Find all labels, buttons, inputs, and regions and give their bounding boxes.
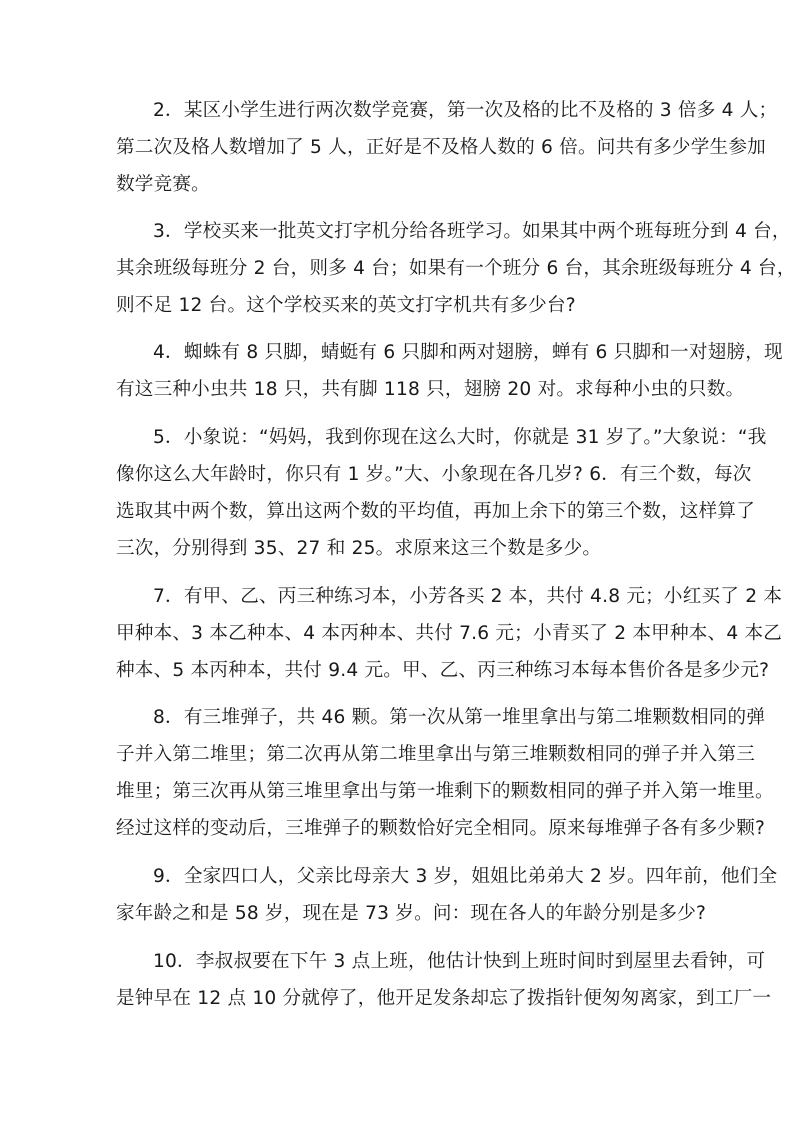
problem-line: 子并入第二堆里；第二次再从第二堆里拿出与第三堆颗数相同的弹子并入第三	[116, 744, 755, 765]
problem-10	[116, 943, 772, 1017]
problem-line: 经过这样的变动后，三堆弹子的颗数恰好完全相同。原来每堆弹子各有多少颗?	[116, 818, 766, 839]
problem-line: 3．学校买来一批英文打字机分给各班学习。如果其中两个班每班分到 4 台，	[153, 221, 791, 242]
problem-line: 4．蜘蛛有 8 只脚，蜻蜓有 6 只脚和两对翅膀，蝉有 6 只脚和一对翅膀，现	[153, 342, 783, 363]
problem-2	[116, 92, 778, 203]
problem-line: 第二次及格人数增加了 5 人，正好是不及格人数的 6 倍。问共有多少学生参加	[116, 137, 766, 158]
problem-line: 甲种本、3 本乙种本、4 本丙种本、共付 7.6 元；小青买了 2 本甲种本、4 本乙	[116, 623, 783, 644]
problem-3	[116, 213, 796, 324]
problem-9	[116, 858, 778, 932]
problem-line: 堆里；第三次再从第三堆里拿出与第一堆剩下的颗数相同的弹子并入第一堆里。	[116, 781, 774, 802]
problem-line: 7．有甲、乙、丙三种练习本，小芳各买 2 本，共付 4.8 元；小红买了 2 本	[153, 586, 783, 607]
problem-4	[116, 334, 783, 408]
problem-line: 2．某区小学生进行两次数学竞赛，第一次及格的比不及格的 3 倍多 4 人；	[153, 100, 778, 121]
problem-7	[116, 578, 783, 689]
problem-line: 种本、5 本丙种本，共付 9.4 元。甲、乙、丙三种练习本每本售价各是多少元?	[116, 660, 770, 681]
problem-8	[116, 699, 774, 847]
problem-line: 其余班级每班分 2 台，则多 4 台；如果有一个班分 6 台，其余班级每班分 4 台，	[116, 258, 796, 279]
problem-line: 选取其中两个数，算出这两个数的平均值，再加上余下的第三个数，这样算了	[116, 501, 755, 522]
problem-line: 家年龄之和是 58 岁，现在是 73 岁。问：现在各人的年龄分别是多少?	[116, 903, 707, 924]
problem-line: 则不足 12 台。这个学校买来的英文打字机共有多少台?	[116, 295, 576, 316]
problem-line: 9．全家四口人，父亲比母亲大 3 岁，姐姐比弟弟大 2 岁。四年前，他们全	[153, 866, 778, 887]
problem-5	[116, 419, 767, 567]
problem-line: 像你这么大年龄时，你只有 1 岁。”大、小象现在各几岁? 6．有三个数，每次	[116, 464, 752, 485]
problem-line: 三次，分别得到 35、27 和 25。求原来这三个数是多少。	[116, 538, 602, 559]
problem-line: 有这三种小虫共 18 只，共有脚 118 只，翅膀 20 对。求每种小虫的只数。	[116, 379, 745, 400]
problem-line: 10．李叔叔要在下午 3 点上班，他估计快到上班时间时到屋里去看钟，可	[153, 951, 766, 972]
problem-line: 8．有三堆弹子，共 46 颗。第一次从第一堆里拿出与第二堆颗数相同的弹	[153, 707, 766, 728]
problem-line: 5．小象说：“妈妈，我到你现在这么大时，你就是 31 岁了。”大象说：“我	[153, 427, 767, 448]
problem-line: 是钟早在 12 点 10 分就停了，他开足发条却忘了拨指针便匆匆离家，到工厂一	[116, 988, 772, 1009]
problem-line: 数学竞赛。	[116, 174, 210, 195]
